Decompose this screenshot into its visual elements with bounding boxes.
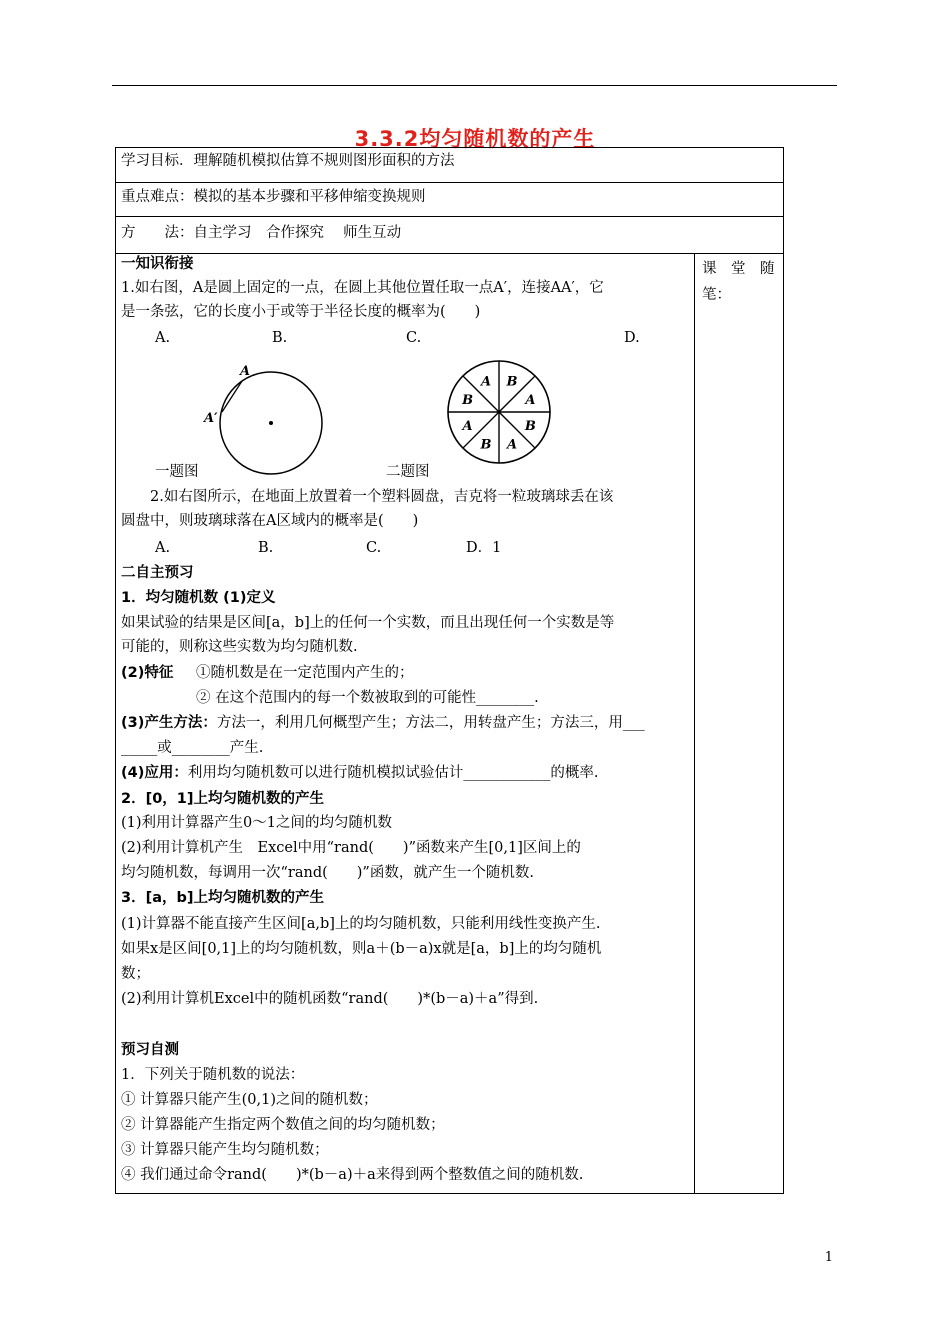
list-item: ④ 我们通过命令rand( )*(b－a)＋a来得到两个整数值之间的随机数. [121,1167,584,1183]
difficulty-row: 重点难点：模拟的基本步骤和平移伸缩变换规则 [121,189,426,205]
paragraph-line: 均匀随机数，每调用一次“rand( )”函数，就产生一个随机数. [121,865,534,881]
page-number: 1 [824,1250,833,1265]
paragraph-line: (1)计算器不能直接产生区间[a,b]上的均匀随机数，只能利用线性变换产生. [121,916,601,932]
feature-item: ①随机数是在一定范围内产生的； [196,665,414,681]
spinner-sector-label: B [524,419,536,435]
list-item: ③ 计算器只能产生均匀随机数； [121,1142,329,1158]
section-heading: 一知识衔接 [121,256,194,272]
objective-row: 学习目标．理解随机模拟估算不规则图形面积的方法 [121,153,455,169]
chord-line [222,381,242,412]
method-text: 方法一，利用几何概型产生；方法二，用转盘产生；方法三，用___ [216,715,645,731]
question-text: 1．下列关于随机数的说法： [121,1067,305,1083]
spinner-sector-label: A [525,392,536,408]
list-item: ① 计算器只能产生(0,1)之间的随机数； [121,1092,378,1108]
paragraph-line: 数； [121,966,150,982]
method-value: 自主学习 合作探究 师生互动 [193,225,402,241]
subsection-heading: 3．[a，b]上均匀随机数的产生 [121,890,325,906]
row-divider [115,253,784,254]
method-label: (3)产生方法： [121,715,217,731]
figure-caption: 一题图 [155,464,199,480]
row-divider [115,216,784,217]
class-notes-label: 课 堂 随 笔： [702,261,789,303]
option-d: D. [624,330,640,346]
feature-item: ② 在这个范围内的每一个数被取到的可能性________. [196,690,539,706]
list-item: ② 计算器能产生指定两个数值之间的均匀随机数； [121,1117,445,1133]
spinner-sector-label: B [506,374,518,390]
option-b: B. [272,330,288,346]
spinner-sector-label: A [480,374,492,390]
spinner-sector-label: A [506,437,518,453]
point-a-label: A [240,364,251,379]
spinner-sector-label: A [462,419,473,435]
application-text: 利用均匀随机数可以进行随机模拟试验估计____________的概率. [187,765,599,781]
paragraph-line: _____或________产生. [121,740,264,756]
subsection-heading: 2．[0，1]上均匀随机数的产生 [121,791,325,807]
paragraph-line: 可能的，则称这些实数为均匀随机数. [121,639,358,655]
question-text: 2.如右图所示，在地面上放置着一个塑料圆盘，吉克将一粒玻璃球丢在该 [150,489,614,505]
row-divider [115,182,784,183]
paragraph-line: 如果x是区间[0,1]上的均匀随机数，则a＋(b－a)x就是[a，b]上的均匀随机 [121,941,602,957]
method-label: 方 法： [121,225,194,241]
paragraph-line: (2)利用计算机Excel中的随机函数“rand( )*(b－a)＋a”得到. [121,991,539,1007]
notes-column-divider [694,253,695,1194]
option-b: B. [258,540,274,556]
section-heading: 预习自测 [121,1042,179,1058]
method-row [121,222,401,244]
paragraph-line: 如果试验的结果是区间[a，b]上的任何一个实数，而且出现任何一个实数是等 [121,615,615,631]
option-a: A. [155,540,171,556]
question-text: 圆盘中，则玻璃球落在A区域内的概率是( ) [121,513,419,529]
page-title: 3.3.2均匀随机数的产生 [354,127,596,151]
question-text: 是一条弦，它的长度小于或等于半径长度的概率为( ) [121,304,481,320]
spinner-sector-label: B [462,392,474,408]
paragraph-line: (2)利用计算机产生 Excel中用“rand( )”函数来产生[0,1]区间上的 [121,840,581,856]
feature-label: (2)特征 [121,665,174,681]
figure-caption: 二题图 [386,464,430,480]
option-d: D．1 [466,540,502,556]
circle-center [269,421,273,425]
spinner-figure [444,360,574,470]
point-a-prime-label: A′ [204,411,218,426]
option-a: A. [155,330,171,346]
subsection-heading: 1．均匀随机数 (1)定义 [121,590,276,606]
application-label: (4)应用： [121,765,188,781]
header-rule [112,85,837,86]
option-c: C. [406,330,422,346]
section-heading: 二自主预习 [121,565,194,581]
circle-chord-figure [196,360,331,480]
question-text: 1.如右图，A是圆上固定的一点，在圆上其他位置任取一点A′，连接AA′，它 [121,280,604,296]
option-c: C. [366,540,382,556]
application-line [121,761,598,786]
paragraph-line: (1)利用计算器产生0～1之间的均匀随机数 [121,815,392,831]
method-line [121,711,645,736]
spinner-sector-label: B [480,437,492,453]
